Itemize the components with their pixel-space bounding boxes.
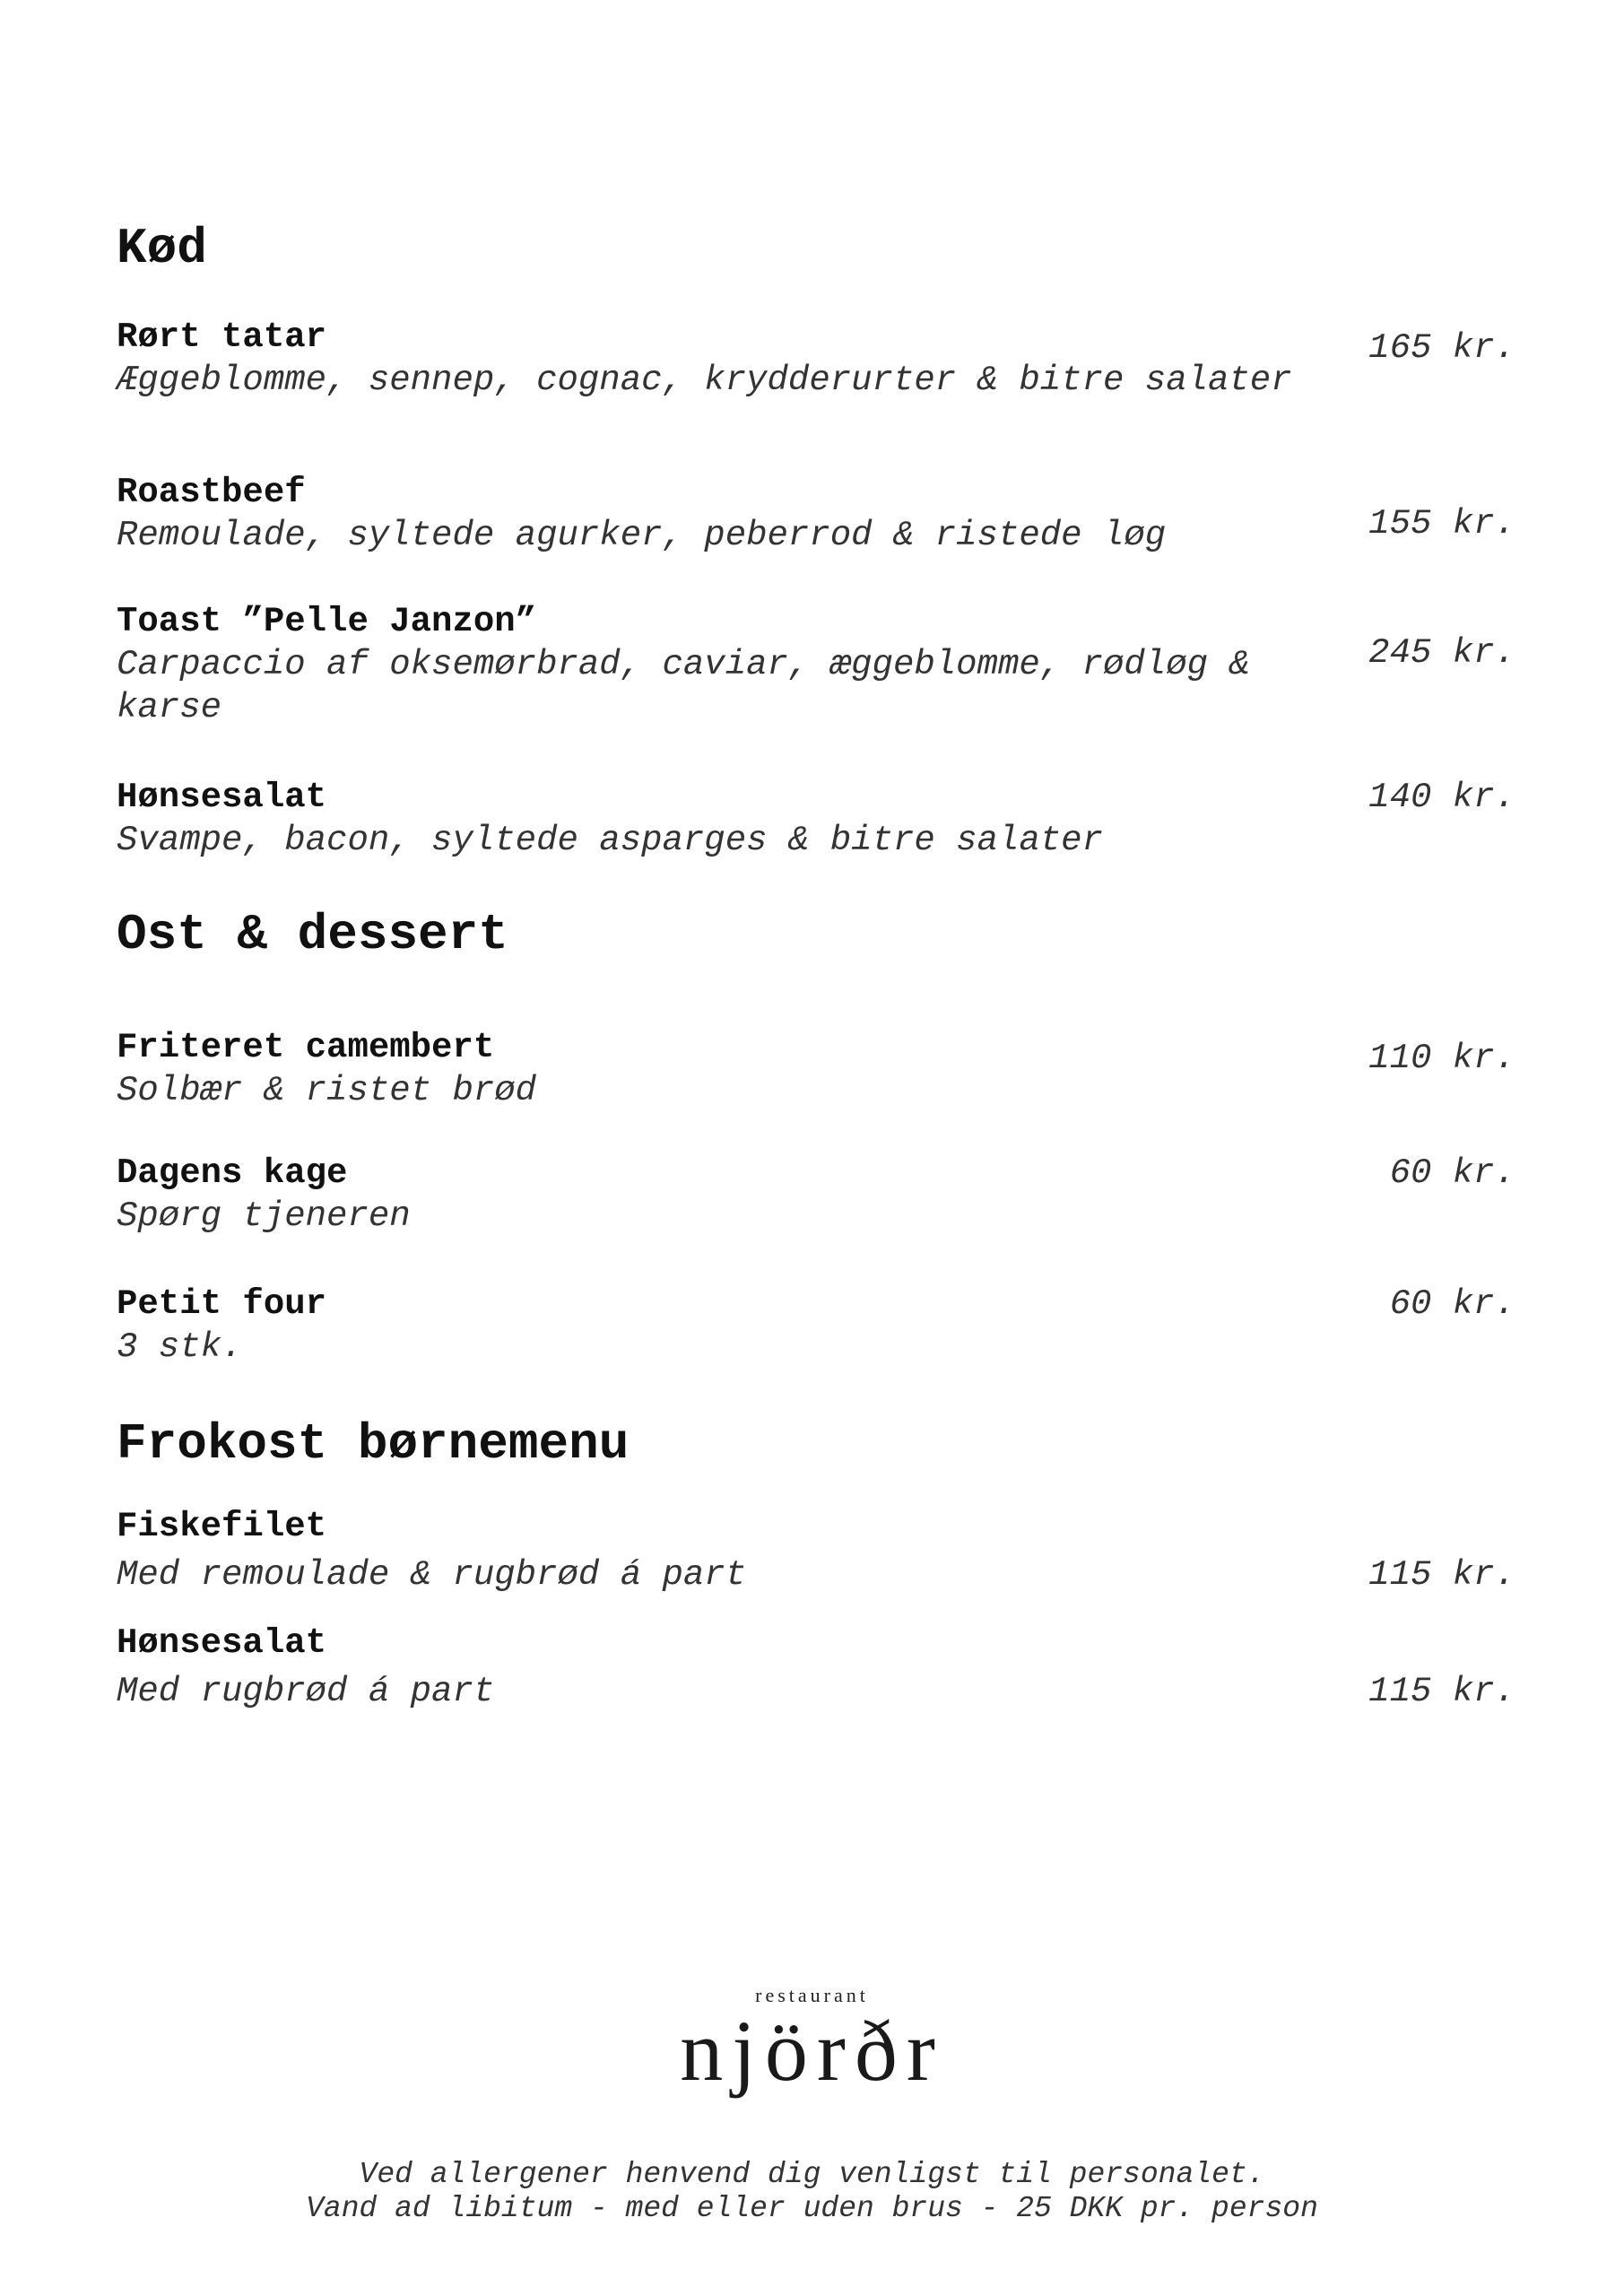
item-description: Med remoulade & rugbrød á part bbox=[117, 1555, 747, 1595]
item-name: Rørt tatar bbox=[117, 317, 327, 357]
item-price: 115 kr. bbox=[1368, 1555, 1515, 1595]
menu-item bbox=[117, 1283, 1515, 1369]
item-name: Toast ”Pelle Janzon” bbox=[117, 602, 537, 641]
menu-item bbox=[117, 1505, 1515, 1596]
footer-water-note: Vand ad libitum - med eller uden brus - 25 DKK pr. person bbox=[306, 2192, 1318, 2225]
item-description: Æggeblomme, sennep, cognac, krydderurter & bitre salater bbox=[117, 361, 1292, 400]
menu-item bbox=[117, 1152, 1515, 1238]
item-name: Hønsesalat bbox=[117, 778, 327, 817]
menu-item bbox=[117, 1622, 1515, 1713]
item-name: Fiskefilet bbox=[117, 1507, 327, 1546]
logo-wordmark: njörðr bbox=[680, 2003, 944, 2099]
item-price: 165 kr. bbox=[1368, 328, 1515, 368]
menu-item bbox=[117, 776, 1515, 862]
item-description: Med rugbrød á part bbox=[117, 1672, 495, 1711]
section-title-frokost-bornemenu: Frokost børnemenu bbox=[117, 1415, 630, 1473]
section-title-kod: Kød bbox=[117, 220, 207, 277]
item-description: Solbær & ristet brød bbox=[117, 1071, 537, 1110]
item-price: 60 kr. bbox=[1389, 1284, 1515, 1324]
item-price: 60 kr. bbox=[1389, 1153, 1515, 1193]
item-name: Hønsesalat bbox=[117, 1623, 327, 1663]
item-name: Petit four bbox=[117, 1284, 327, 1324]
menu-item bbox=[117, 1026, 1515, 1112]
footer-allergen-note: Ved allergener henvend dig venligst til personalet. bbox=[359, 2158, 1265, 2191]
item-name: Dagens kage bbox=[117, 1153, 348, 1193]
item-name: Friteret camembert bbox=[117, 1028, 495, 1067]
item-description: 3 stk. bbox=[117, 1327, 243, 1367]
menu-item bbox=[117, 600, 1515, 729]
menu-item bbox=[117, 316, 1515, 402]
item-price: 140 kr. bbox=[1368, 778, 1515, 817]
item-price: 245 kr. bbox=[1368, 633, 1515, 673]
item-description: Remoulade, syltede agurker, peberrod & ristede løg bbox=[117, 516, 1167, 555]
item-price: 115 kr. bbox=[1368, 1672, 1515, 1711]
item-description: Spørg tjeneren bbox=[117, 1196, 411, 1236]
item-description: Svampe, bacon, syltede asparges & bitre salater bbox=[117, 821, 1103, 860]
menu-item bbox=[117, 471, 1515, 557]
section-title-ost-dessert: Ost & dessert bbox=[117, 906, 508, 963]
item-price: 155 kr. bbox=[1368, 504, 1515, 544]
logo-restaurant-label: restaurant bbox=[755, 1984, 869, 2006]
item-description: Carpaccio af oksemørbrad, caviar, æggeblomme, rødløg & karse bbox=[117, 645, 1250, 727]
item-price: 110 kr. bbox=[1368, 1039, 1515, 1078]
item-name: Roastbeef bbox=[117, 473, 306, 512]
